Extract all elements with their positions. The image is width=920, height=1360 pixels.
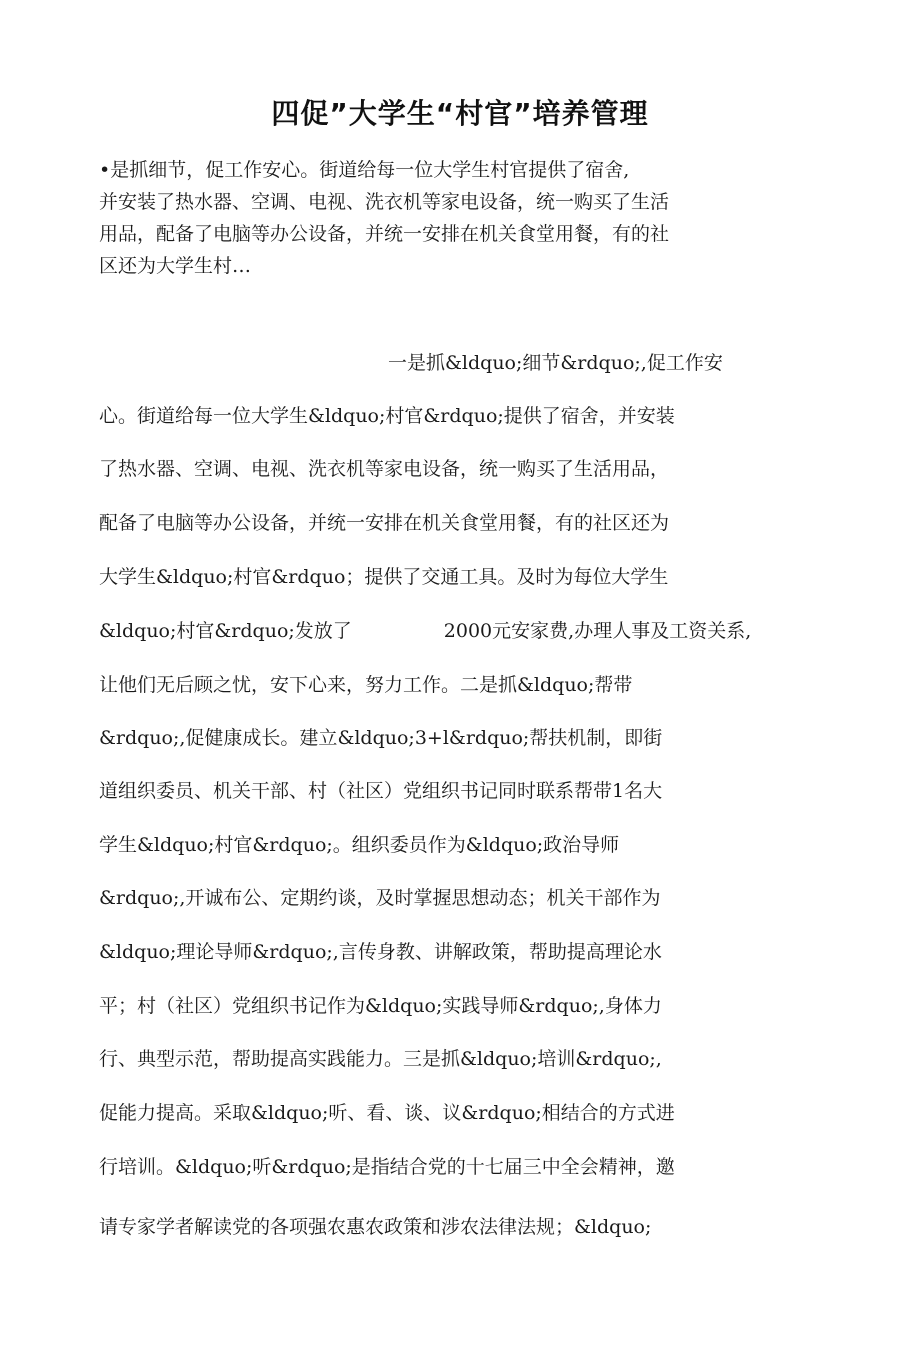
body-line: 心。街道给每一位大学生&ldquo;村官&rdquo;提供了宿舍，并安装 (99, 405, 675, 427)
body-line: 配备了电脑等办公设备，并统一安排在机关食堂用餐，有的社区还为 (99, 512, 670, 534)
body-line: &rdquo;,开诚布公、定期约谈，及时掌握思想动态；机关干部作为 (99, 887, 661, 909)
body-line: 平；村（社区）党组织书记作为&ldquo;实践导师&rdquo;,身体力 (99, 995, 662, 1017)
body-line: &rdquo;,促健康成长。建立&ldquo;3+l&rdquo;帮扶机制，即街 (99, 727, 663, 749)
document-title: 四促”大学生“村官”培养管理 (271, 97, 649, 130)
body-line-segment: 2000元安家费,办理人事及工资关系, (443, 620, 752, 642)
body-line: 让他们无后顾之忧，安下心来，努力工作。二是抓&ldquo;帮带 (99, 674, 633, 696)
body-line: 促能力提高。采取&ldquo;听、看、谈、议&rdquo;相结合的方式进 (99, 1102, 675, 1124)
summary-paragraph (99, 154, 779, 282)
body-line: 大学生&ldquo;村官&rdquo；提供了交通工具。及时为每位大学生 (99, 566, 669, 588)
body-line: &ldquo;理论导师&rdquo;,言传身教、讲解政策，帮助提高理论水 (99, 941, 662, 963)
body-line: 行、典型示范，帮助提高实践能力。三是抓&ldquo;培训&rdquo;, (99, 1048, 662, 1070)
body-line: 了热水器、空调、电视、洗衣机等家电设备，统一购买了生活用品， (99, 458, 670, 480)
body-line (99, 618, 751, 644)
summary-line: 用品，配备了电脑等办公设备，并统一安排在机关食堂用餐，有的社 (99, 223, 670, 245)
body-line: 道组织委员、机关干部、村（社区）党组织书记同时联系帮带1名大 (99, 780, 663, 802)
body-line-segment: &ldquo;村官&rdquo;发放了 (99, 620, 352, 642)
body-line: 学生&ldquo;村官&rdquo;。组织委员作为&ldquo;政治导师 (99, 834, 620, 856)
body-line: 行培训。&ldquo;听&rdquo;是指结合党的十七届三中全会精神，邀 (99, 1156, 675, 1178)
body-line: 一是抓&ldquo;细节&rdquo;,促工作安 (388, 352, 723, 374)
summary-line: 并安装了热水器、空调、电视、洗衣机等家电设备，统一购买了生活 (99, 191, 670, 213)
summary-line: •是抓细节，促工作安心。街道给每一位大学生村官提供了宿舍, (99, 159, 630, 181)
summary-line: 区还为大学生村… (99, 255, 252, 277)
body-line: 请专家学者解读党的各项强农惠农政策和涉农法律法规；&ldquo; (99, 1216, 652, 1238)
